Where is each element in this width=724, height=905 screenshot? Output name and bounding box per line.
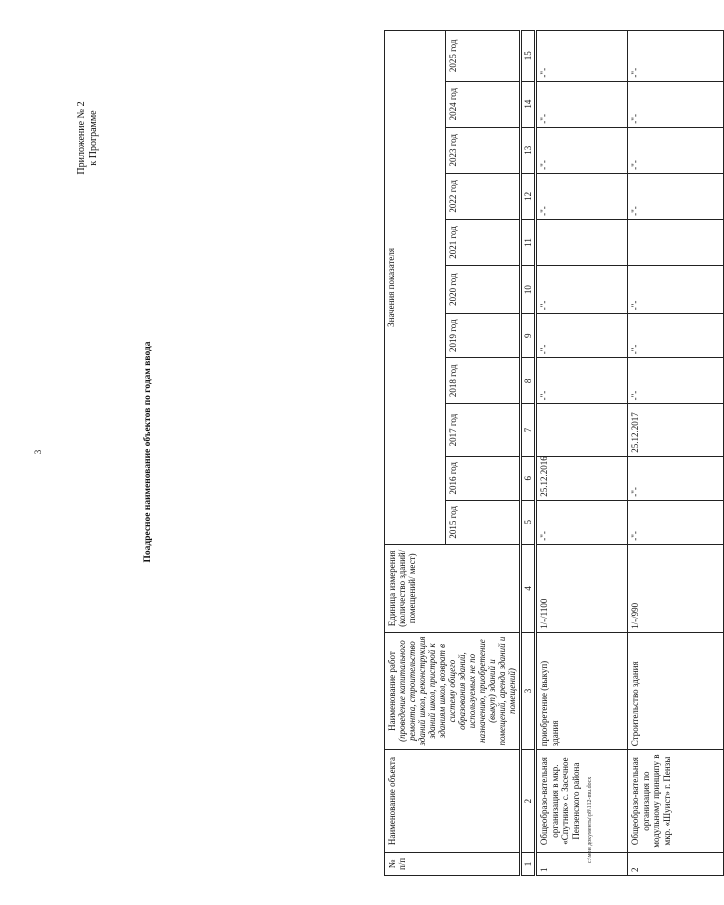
column-number: 11 bbox=[521, 219, 536, 265]
row-year-value: -"- bbox=[628, 173, 724, 219]
header-works bbox=[385, 632, 521, 749]
header-values: Значения показателя bbox=[385, 31, 446, 545]
document-heading: Поадресное наименование объектов по годам ввода bbox=[143, 341, 153, 563]
row-works: Строительство здания bbox=[628, 632, 724, 749]
column-number: 12 bbox=[521, 173, 536, 219]
column-number: 2 bbox=[521, 750, 536, 853]
row-year-value: -"- bbox=[536, 81, 628, 127]
column-number: 4 bbox=[521, 544, 536, 632]
header-object-name: Наименование объекта bbox=[385, 750, 521, 853]
row-year-value: -"- bbox=[536, 266, 628, 314]
row-year-value: -"- bbox=[536, 127, 628, 173]
appendix-line-2: к Программе bbox=[88, 110, 99, 166]
column-number: 14 bbox=[521, 81, 536, 127]
column-number: 15 bbox=[521, 31, 536, 82]
table-row bbox=[536, 31, 628, 876]
header-year: 2019 год bbox=[445, 314, 520, 358]
row-year-value: -"- bbox=[536, 31, 628, 82]
row-year-value: -"- bbox=[536, 358, 628, 404]
objects-table bbox=[384, 30, 724, 876]
header-row-1 bbox=[385, 31, 446, 876]
header-works-title: Наименование работ bbox=[387, 651, 397, 731]
row-object-name: Общеобразо-вательная организация по модульному принципу в мкр. «Шуист» г. Пензы bbox=[628, 750, 724, 853]
header-year: 2022 год bbox=[445, 173, 520, 219]
row-year-value: -"- bbox=[628, 127, 724, 173]
header-year: 2025 год bbox=[445, 31, 520, 82]
column-number: 8 bbox=[521, 358, 536, 404]
row-year-value: 25.12.2016 bbox=[536, 456, 628, 500]
row-unit: 1/-/990 bbox=[628, 544, 724, 632]
column-number: 10 bbox=[521, 266, 536, 314]
row-year-value: 25.12.2017 bbox=[628, 404, 724, 456]
row-unit: 1/-/1100 bbox=[536, 544, 628, 632]
file-path-footer: c:\мои документы\p8\112-mu.docx bbox=[587, 776, 593, 864]
header-year: 2020 год bbox=[445, 266, 520, 314]
row-year-value bbox=[536, 219, 628, 265]
appendix-line-1: Приложение № 2 bbox=[76, 101, 87, 175]
header-year: 2018 год bbox=[445, 358, 520, 404]
header-num: № п/п bbox=[385, 852, 521, 875]
header-year: 2023 год bbox=[445, 127, 520, 173]
header-year: 2021 год bbox=[445, 219, 520, 265]
objects-table-container bbox=[384, 30, 672, 876]
column-number: 9 bbox=[521, 314, 536, 358]
row-num: 2 bbox=[628, 852, 724, 875]
column-number-row bbox=[521, 31, 536, 876]
column-number: 1 bbox=[521, 852, 536, 875]
row-year-value bbox=[536, 404, 628, 456]
row-year-value bbox=[628, 219, 724, 265]
header-year: 2015 год bbox=[445, 500, 520, 544]
row-year-value: -"- bbox=[536, 173, 628, 219]
page-number: 3 bbox=[33, 449, 43, 455]
header-year: 2017 год bbox=[445, 404, 520, 456]
row-year-value: -"- bbox=[628, 456, 724, 500]
header-works-detail: (проведение капитального ремонта, строительство зданий школ, реконструкция зданий школ, пристрой к зданиям школ, возврат в систему общего образования зданий, используемых не по назначению, приобретение (выкуп) зданий и помещений, аренда зданий и помещений) bbox=[397, 636, 517, 746]
row-num: 1 bbox=[536, 852, 628, 875]
table-row bbox=[628, 31, 724, 876]
row-year-value: -"- bbox=[628, 314, 724, 358]
row-year-value: -"- bbox=[628, 31, 724, 82]
header-unit: Единица измерения (количество зданий/ помещений/ мест) bbox=[385, 544, 521, 632]
row-year-value: -"- bbox=[628, 358, 724, 404]
appendix-caption bbox=[76, 101, 100, 174]
column-number: 3 bbox=[521, 632, 536, 749]
header-year: 2016 год bbox=[445, 456, 520, 500]
row-works: приобретение (выкуп) здания bbox=[536, 632, 628, 749]
header-year: 2024 год bbox=[445, 81, 520, 127]
row-year-value: -"- bbox=[628, 81, 724, 127]
row-year-value: -"- bbox=[628, 266, 724, 314]
column-number: 6 bbox=[521, 456, 536, 500]
column-number: 5 bbox=[521, 500, 536, 544]
row-year-value: -"- bbox=[628, 500, 724, 544]
column-number: 13 bbox=[521, 127, 536, 173]
row-year-value: -"- bbox=[536, 314, 628, 358]
row-object-name: Общеобразо-вательная организация в мкр. «Спутник» с. Засечное Пензенского района bbox=[536, 750, 628, 853]
column-number: 7 bbox=[521, 404, 536, 456]
row-year-value: -"- bbox=[536, 500, 628, 544]
